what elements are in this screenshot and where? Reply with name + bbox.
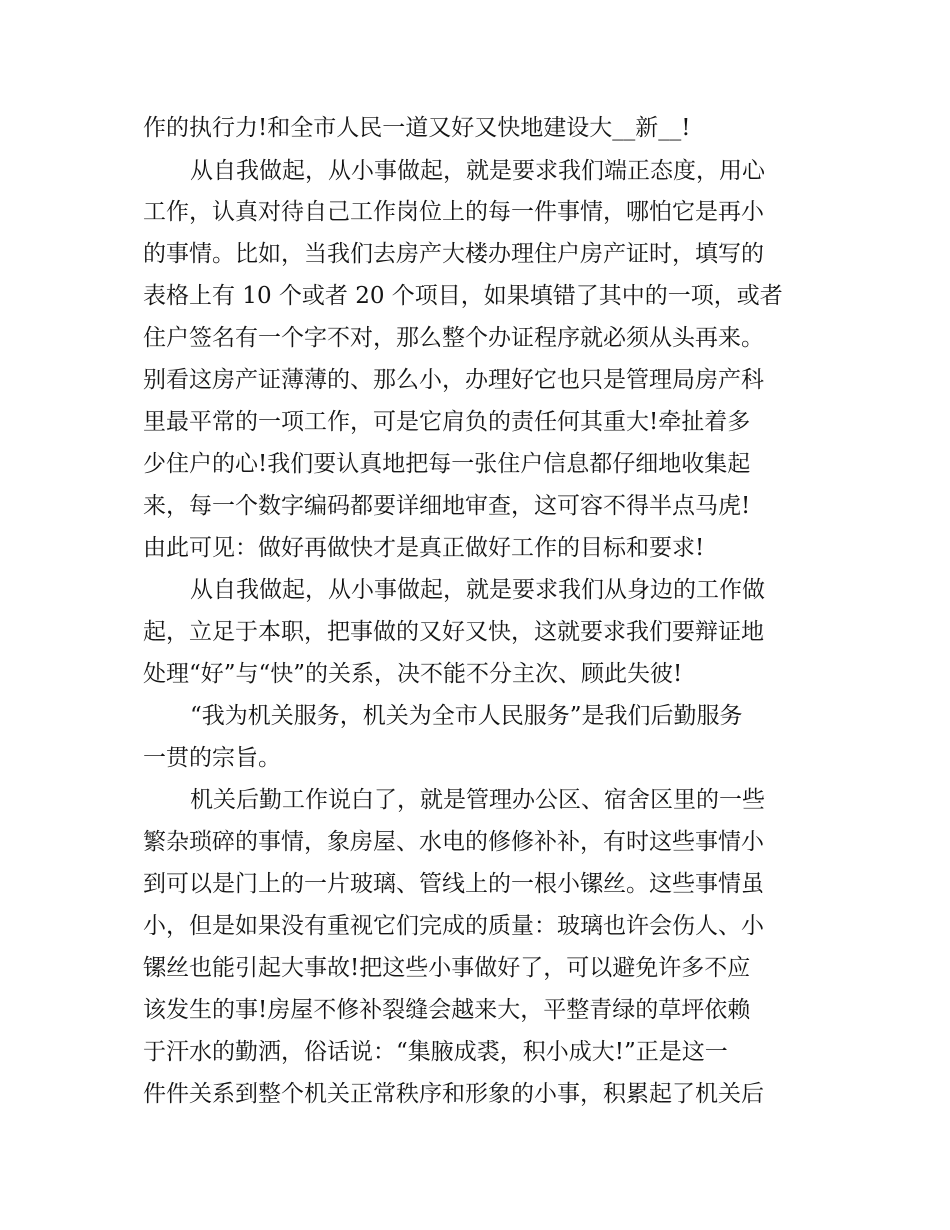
text-line: 工作，认真对待自己工作岗位上的每一件事情，哪怕它是再小 [143,199,764,225]
text-line: 别看这房产证薄薄的、那么小，办理好它也只是管理局房产科 [143,367,764,393]
text-line: 繁杂琐碎的事情，象房屋、水电的修修补补，有时这些事情小 [143,829,764,855]
text-line: 的事情。比如，当我们去房产大楼办理住户房产证时，填写的 [143,241,764,267]
text-line: 里最平常的一项工作，可是它肩负的责任何其重大!牵扯着多 [143,409,751,435]
text-line: 起，立足于本职，把事做的又好又快，这就要求我们要辩证地 [143,619,764,645]
text-line: 处理“好”与“快”的关系，决不能不分主次、顾此失彼! [143,661,683,687]
text-line: 作的执行力!和全市人民一道又好又快地建设大__新__! [143,115,691,141]
text-line: 从自我做起，从小事做起，就是要求我们从身边的工作做 [190,577,765,603]
text-line: 住户签名有一个字不对，那么整个办证程序就必须从头再来。 [143,325,764,351]
text-line: 由此可见：做好再做快才是真正做好工作的目标和要求! [143,535,705,561]
text-line: 从自我做起，从小事做起，就是要求我们端正态度，用心 [190,158,765,184]
text-line: 小，但是如果没有重视它们完成的质量：玻璃也许会伤人、小 [143,913,764,939]
text-line: 于汗水的勤洒，俗话说：“集腋成裘，积小成大!”正是这一 [143,1039,728,1065]
text-line: 少住户的心!我们要认真地把每一张住户信息都仔细地收集起 [143,451,751,477]
text-line: “我为机关服务，机关为全市人民服务”是我们后勤服务 [190,703,743,729]
text-line: 机关后勤工作说白了，就是管理办公区、宿舍区里的一些 [190,787,765,813]
text-line: 来，每一个数字编码都要详细地审查，这可容不得半点马虎! [143,493,751,519]
text-line: 到可以是门上的一片玻璃、管线上的一根小镙丝。这些事情虽 [143,871,764,897]
text-line: 该发生的事!房屋不修补裂缝会越来大，平整青绿的草坪依赖 [143,997,751,1023]
text-line: 表格上有 10 个或者 20 个项目，如果填错了其中的一项，或者 [143,283,783,309]
text-line: 镙丝也能引起大事故!把这些小事做好了，可以避免许多不应 [143,955,751,981]
text-line: 一贯的宗旨。 [143,745,281,771]
text-line: 件件关系到整个机关正常秩序和形象的小事，积累起了机关后 [143,1081,764,1107]
